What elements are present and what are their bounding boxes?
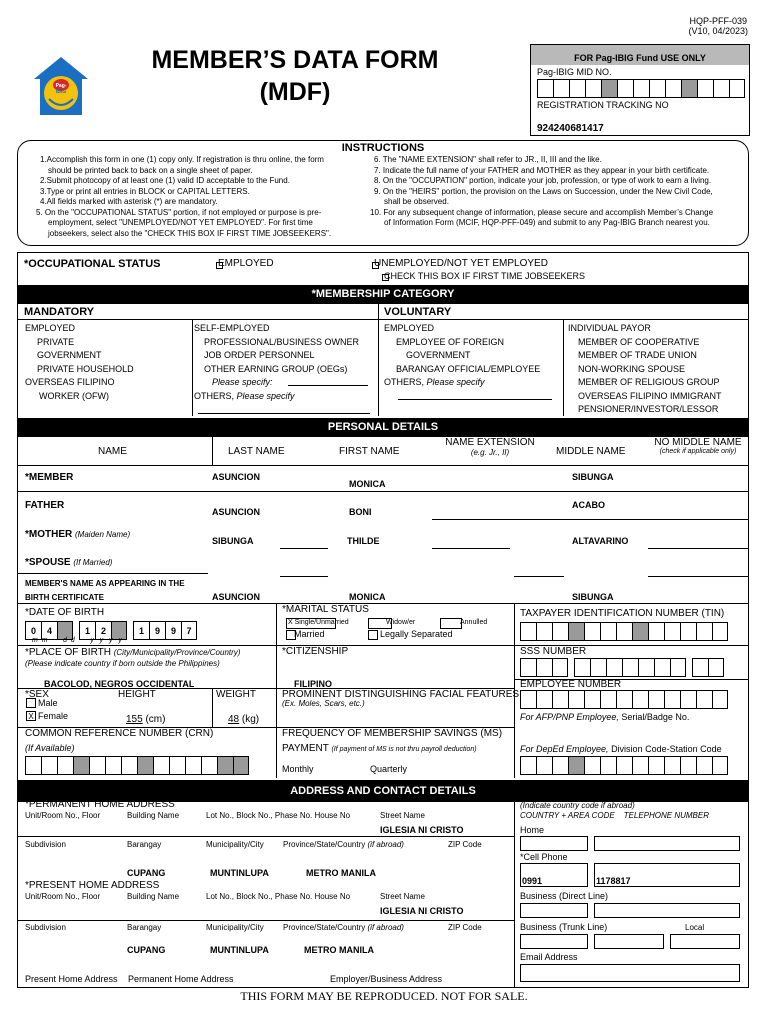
pob-sub: (City/Municipality/Province/Country) xyxy=(113,648,241,657)
crn-sub: (If Available) xyxy=(25,743,75,753)
fund-use-only-box xyxy=(530,44,750,136)
mother-sub: (Maiden Name) xyxy=(75,530,131,539)
cat-others-self[interactable]: OTHERS, xyxy=(194,390,235,401)
perm-muni-label: Municipality/City xyxy=(206,840,264,849)
email-label: Email Address xyxy=(520,952,578,962)
perm-street-label: Street Name xyxy=(380,811,425,820)
birthcert-label-1: MEMBER'S NAME AS APPEARING IN THE xyxy=(25,579,185,588)
pob-note: (Please indicate country if born outside the Philippines) xyxy=(25,659,220,668)
mid-label: Pag-IBIG MID NO. xyxy=(537,67,612,77)
col-nomiddle-header: NO MIDDLE NAME xyxy=(654,437,742,448)
unemployed-option: UNEMPLOYED/NOT YET EMPLOYED xyxy=(374,258,548,269)
form-code: HQP-PFF-039 xyxy=(689,16,747,26)
father-label: FATHER xyxy=(25,500,65,511)
perm-zip-label: ZIP Code xyxy=(448,840,482,849)
marital-married[interactable]: Married xyxy=(294,629,325,639)
cat-self-employed[interactable]: SELF-EMPLOYED xyxy=(194,323,270,333)
tin-boxes[interactable] xyxy=(520,622,728,641)
jobseeker-option: CHECK THIS BOX IF FIRST TIME JOBSEEKERS xyxy=(384,271,586,281)
col-name-header: NAME xyxy=(98,446,127,457)
freq-monthly[interactable]: Monthly xyxy=(282,764,314,774)
pres-street-label: Street Name xyxy=(380,892,425,901)
marital-annulled[interactable]: Annulled xyxy=(460,619,488,626)
birthcert-label-2: BIRTH CERTIFICATE xyxy=(25,593,104,602)
mother-label: *MOTHER xyxy=(25,529,73,540)
perm-prov-label: Province/State/Country xyxy=(283,840,366,849)
perm-address-label: *PERMANENT HOME ADDRESS xyxy=(25,799,175,810)
address-contact-bar: ADDRESS AND CONTACT DETAILS xyxy=(17,780,749,802)
citizenship-value[interactable]: FILIPINO xyxy=(294,679,332,689)
instruction-1: 1.Accomplish this form in one (1) copy only. If registration is thru online, the form xyxy=(40,155,324,164)
cat-government[interactable]: GOVERNMENT xyxy=(37,350,102,360)
occupational-status-label: *OCCUPATIONAL STATUS xyxy=(24,258,161,270)
deped-label-2: Division Code-Station Code xyxy=(611,744,722,754)
height-label: HEIGHT xyxy=(118,689,156,700)
empno-label: EMPLOYEE NUMBER xyxy=(520,679,622,690)
empno-boxes[interactable] xyxy=(520,690,728,709)
cat-others-self-specify: Please specify xyxy=(236,390,295,401)
biz-direct-label: Business (Direct Line) xyxy=(520,891,609,901)
personal-details-bar: PERSONAL DETAILS xyxy=(17,418,749,437)
membership-category-bar: *MEMBERSHIP CATEGORY xyxy=(17,285,749,304)
col-ext-sub: (e.g. Jr., II) xyxy=(470,448,510,457)
rtn-value: 924240681417 xyxy=(537,123,604,134)
vcat-immigrant[interactable]: OVERSEAS FILIPINO IMMIGRANT xyxy=(578,390,722,401)
vcat-others[interactable]: OTHERS, xyxy=(384,377,425,387)
instruction-5: 5. On the "OCCUPATIONAL STATUS" portion, if not employed or purpose is pre- xyxy=(36,207,322,217)
marital-single[interactable]: X Single/Unmarried xyxy=(288,619,349,626)
svg-text:IBIG: IBIG xyxy=(55,89,67,95)
pagibig-logo xyxy=(32,55,90,119)
father-last[interactable]: ASUNCION xyxy=(212,507,261,517)
vcat-trade-union[interactable]: MEMBER OF TRADE UNION xyxy=(578,350,697,360)
pres-muni-label: Municipality/City xyxy=(206,923,264,932)
biz-trunk-field[interactable] xyxy=(594,934,664,949)
member-label: *MEMBER xyxy=(25,472,74,483)
contact-tel-header: TELEPHONE NUMBER xyxy=(623,811,710,820)
mail-present-option[interactable]: Present Home Address xyxy=(25,974,118,984)
rtn-label: REGISTRATION TRACKING NO xyxy=(537,100,669,110)
cat-employed[interactable]: EMPLOYED xyxy=(25,323,76,333)
perm-brgy-value[interactable]: CUPANG xyxy=(127,868,166,878)
vcat-religious[interactable]: MEMBER OF RELIGIOUS GROUP xyxy=(578,377,720,387)
instructions-title: INSTRUCTIONS xyxy=(341,142,425,154)
member-first[interactable]: MONICA xyxy=(349,479,386,489)
pres-brgy-label: Barangay xyxy=(127,923,162,932)
pres-bldg-label: Building Name xyxy=(127,892,180,901)
mandatory-label: MANDATORY xyxy=(24,306,95,318)
cat-professional[interactable]: PROFESSIONAL/BUSINESS OWNER xyxy=(204,336,360,347)
pob-label: *PLACE OF BIRTH xyxy=(25,647,111,658)
instruction-9b: shall be observed. xyxy=(384,197,449,206)
frequency-label: FREQUENCY OF MEMBERSHIP SAVINGS (MS) xyxy=(282,728,503,739)
pres-street-value[interactable]: IGLESIA NI CRISTO xyxy=(380,906,464,916)
deped-boxes[interactable] xyxy=(520,756,728,775)
perm-bldg-label: Building Name xyxy=(127,811,180,820)
vcat-cooperative[interactable]: MEMBER OF COOPERATIVE xyxy=(578,336,700,347)
height-unit: (cm) xyxy=(145,714,166,725)
instruction-10b: of Information Form (MCIF, HQP-PFF-049) and submit to any Pag-IBIG Branch nearest you. xyxy=(384,218,710,227)
use-only-header: FOR Pag-IBIG Fund USE ONLY xyxy=(531,45,749,65)
pres-lot-label: Lot No., Block No., Phase No. House No xyxy=(206,892,351,901)
email-field[interactable] xyxy=(520,964,740,982)
weight-unit: (kg) xyxy=(241,714,260,725)
home-phone-field[interactable] xyxy=(594,836,740,851)
local-label: Local xyxy=(685,923,705,932)
vcat-foreign-gov[interactable]: EMPLOYEE OF FOREIGN xyxy=(396,336,505,347)
instruction-1b: should be printed back to back on a single sheet of paper. xyxy=(48,165,253,175)
pres-prov-sub: (if abroad) xyxy=(367,923,404,932)
mother-middle[interactable]: ALTAVARINO xyxy=(572,536,629,546)
dob-label: *DATE OF BIRTH xyxy=(25,607,105,618)
pres-prov-value[interactable]: METRO MANILA xyxy=(304,945,374,955)
cat-job-order[interactable]: JOB ORDER PERSONNEL xyxy=(204,350,315,360)
col-middle-header: MIDDLE NAME xyxy=(556,446,626,457)
member-middle[interactable]: SIBUNGA xyxy=(572,472,614,482)
mid-boxes xyxy=(537,79,745,98)
instruction-2: 2.Submit photocopy of at least one (1) valid ID acceptable to the Fund. xyxy=(40,176,290,185)
home-phone-label: Home xyxy=(520,825,545,835)
father-first[interactable]: BONI xyxy=(349,507,372,517)
vcat-barangay[interactable]: BARANGAY OFFICIAL/EMPLOYEE xyxy=(396,363,541,374)
marital-label: *MARITAL STATUS xyxy=(282,604,369,615)
deped-label: For DepEd Employee, xyxy=(520,744,609,754)
cat-overseas-filipino[interactable]: OVERSEAS FILIPINO xyxy=(25,377,115,387)
cat-oeg-specify: Please specify: xyxy=(212,377,273,387)
perm-brgy-label: Barangay xyxy=(127,840,162,849)
tin-label: TAXPAYER IDENTIFICATION NUMBER (TIN) xyxy=(520,608,725,619)
birthcert-middle[interactable]: SIBUNGA xyxy=(572,592,614,602)
instruction-7: 7. Indicate the full name of your FATHER and MOTHER as they appear in your birth certificate. xyxy=(374,165,710,175)
father-middle[interactable]: ACABO xyxy=(572,500,605,510)
biz-direct-field[interactable] xyxy=(594,903,740,918)
pres-subd-label: Subdivision xyxy=(25,923,66,932)
vcat-nonworking-spouse[interactable]: NON-WORKING SPOUSE xyxy=(578,363,686,374)
cat-ofw: WORKER (OFW) xyxy=(39,390,109,401)
contact-note: (Indicate country code if abroad) xyxy=(520,801,635,810)
pob-value[interactable]: BACOLOD, NEGROS OCCIDENTAL xyxy=(44,679,195,689)
height-value[interactable]: 155 xyxy=(126,714,143,725)
biz-direct-code-field[interactable] xyxy=(520,903,588,918)
sex-male[interactable]: Male xyxy=(38,698,58,708)
col-first-header: FIRST NAME xyxy=(339,446,400,457)
marital-separated[interactable]: Legally Separated xyxy=(380,629,453,639)
dob-boxes[interactable]: 0 4 1 2 1 9 9 7 xyxy=(25,621,197,640)
member-last[interactable]: ASUNCION xyxy=(212,472,261,482)
sss-boxes[interactable] xyxy=(520,658,724,677)
pres-muni-value[interactable]: MUNTINLUPA xyxy=(210,945,269,955)
cell-phone-label: *Cell Phone xyxy=(520,852,568,862)
instructions-box xyxy=(17,140,749,246)
perm-lot-label: Lot No., Block No., Phase No. House No xyxy=(206,811,351,820)
contact-code-header: COUNTRY + AREA CODE xyxy=(520,811,615,820)
crn-label: COMMON REFERENCE NUMBER (CRN) xyxy=(25,728,214,739)
afp-label: For AFP/PNP Employee, xyxy=(520,712,619,722)
sss-label: SSS NUMBER xyxy=(520,646,587,657)
cat-oeg[interactable]: OTHER EARNING GROUP (OEGs) xyxy=(204,363,348,374)
voluntary-label: VOLUNTARY xyxy=(384,306,452,318)
pres-brgy-value[interactable]: CUPANG xyxy=(127,945,166,955)
birthcert-last[interactable]: ASUNCION xyxy=(212,592,261,602)
biz-trunk-label: Business (Trunk Line) xyxy=(520,922,608,932)
freq-quarterly[interactable]: Quarterly xyxy=(370,764,408,774)
form-title-line2: (MDF) xyxy=(259,78,331,106)
perm-muni-value[interactable]: MUNTINLUPA xyxy=(210,868,269,878)
home-area-code-field[interactable] xyxy=(520,836,588,851)
birthcert-first[interactable]: MONICA xyxy=(349,592,386,602)
sex-female[interactable]: Female xyxy=(38,711,69,721)
perm-subd-label: Subdivision xyxy=(25,840,66,849)
local-field[interactable] xyxy=(670,934,740,949)
features-sub: (Ex. Moles, Scars, etc.) xyxy=(282,699,365,708)
instruction-5b: employment, select "UNEMPLOYED/NOT YET EMPLOYED". For first time xyxy=(48,218,313,227)
instruction-3: 3.Type or print all entries in BLOCK or CAPITAL LETTERS. xyxy=(40,186,250,196)
vcat-pensioner[interactable]: PENSIONER/INVESTOR/LESSOR xyxy=(578,404,719,414)
form-version: (V10, 04/2023) xyxy=(688,26,748,36)
form-title-line1: MEMBER’S DATA FORM xyxy=(151,46,439,74)
marital-widow[interactable]: Widow/er xyxy=(386,619,416,626)
employed-option: EMPLOYED xyxy=(218,258,274,269)
vcat-employed[interactable]: EMPLOYED xyxy=(384,323,435,333)
biz-trunk-code-field[interactable] xyxy=(520,934,588,949)
instruction-4: 4.All fields marked with asterisk (*) are mandatory. xyxy=(40,197,218,206)
col-ext-header: NAME EXTENSION xyxy=(445,437,535,448)
perm-prov-sub: (if abroad) xyxy=(367,840,404,849)
present-address-label: *PRESENT HOME ADDRESS xyxy=(25,880,160,891)
weight-value[interactable]: 48 xyxy=(228,714,240,725)
pres-prov-label: Province/State/Country xyxy=(283,923,366,932)
instruction-9: 9. On the "HEIRS" portion, the provision on the Laws on Succession, under the New Civil Code, xyxy=(374,186,713,196)
pres-unit-label: Unit/Room No., Floor xyxy=(25,892,101,901)
sex-female-checkbox[interactable]: X xyxy=(26,711,36,721)
instruction-6: 6. The "NAME EXTENSION" shall refer to JR., II, III and the like. xyxy=(374,155,602,164)
mother-last[interactable]: SIBUNGA xyxy=(212,536,254,546)
features-label: PROMINENT DISTINGUISHING FACIAL FEATURES xyxy=(282,689,520,700)
cell-number-field[interactable]: 1178817 xyxy=(594,863,740,887)
cat-private[interactable]: PRIVATE xyxy=(37,336,75,347)
perm-prov-value[interactable]: METRO MANILA xyxy=(306,868,376,878)
perm-unit-label: Unit/Room No., Floor xyxy=(25,811,101,820)
crn-boxes[interactable] xyxy=(25,756,249,775)
vcat-individual-payor[interactable]: INDIVIDUAL PAYOR xyxy=(568,323,651,333)
mother-first[interactable]: THILDE xyxy=(347,536,380,546)
svg-text:Pag-: Pag- xyxy=(55,83,67,89)
mail-permanent-option[interactable]: Permanent Home Address xyxy=(128,974,234,984)
vcat-foreign-gov-2: GOVERNMENT xyxy=(406,350,471,360)
afp-label-2: Serial/Badge No. xyxy=(621,712,690,722)
payment-sub: (If payment of MS is not thru payroll deduction) xyxy=(331,746,477,753)
mail-employer-option[interactable]: Employer/Business Address xyxy=(330,974,443,984)
dob-sub: m m d d y y y y xyxy=(32,637,122,644)
spouse-label: *SPOUSE xyxy=(25,557,71,568)
sex-label: *SEX xyxy=(25,689,49,700)
instruction-8: 8. On the "OCCUPATION" portion, indicate your job, profession, or type of work to earn a living. xyxy=(374,176,712,185)
pres-zip-label: ZIP Code xyxy=(448,923,482,932)
cell-code-field[interactable]: 0991 xyxy=(520,863,588,887)
instruction-5c: jobseekers, select also the "CHECK THIS BOX IF FIRST TIME JOBSEEKERS". xyxy=(48,228,332,238)
weight-label: WEIGHT xyxy=(216,689,256,700)
col-nomiddle-sub: (check if applicable only) xyxy=(659,448,737,455)
vcat-others-specify: Please specify xyxy=(426,377,485,387)
col-last-header: LAST NAME xyxy=(228,446,285,457)
citizenship-label: *CITIZENSHIP xyxy=(282,646,349,657)
footer-note: THIS FORM MAY BE REPRODUCED. NOT FOR SALE. xyxy=(240,989,528,1003)
perm-street-value[interactable]: IGLESIA NI CRISTO xyxy=(380,825,464,835)
spouse-sub: (If Married) xyxy=(73,558,113,567)
instruction-10: 10. For any subsequent change of information, please secure and accomplish Member’s Change xyxy=(370,207,714,217)
cat-private-household[interactable]: PRIVATE HOUSEHOLD xyxy=(37,363,134,374)
payment-label: PAYMENT xyxy=(282,743,329,754)
